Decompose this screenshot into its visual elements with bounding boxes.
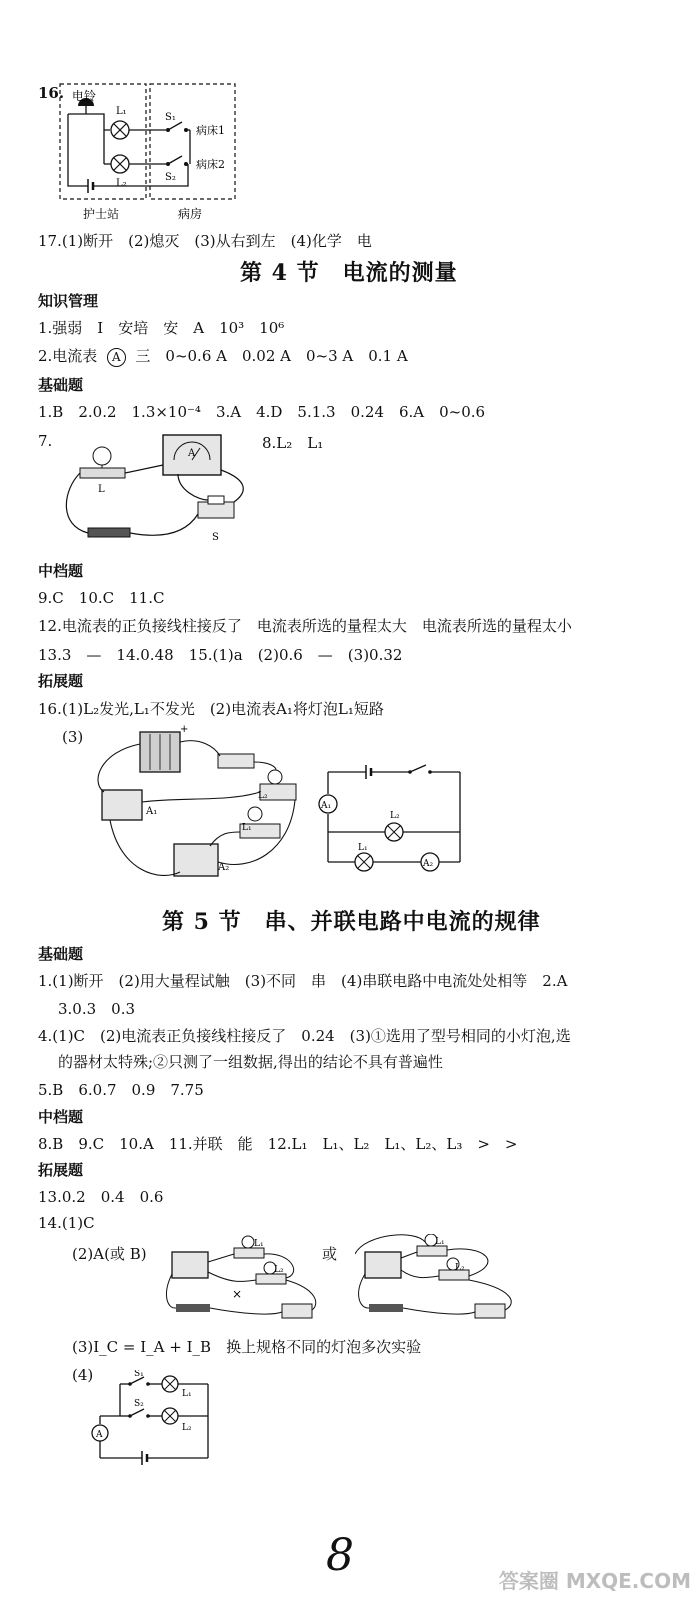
bed2-label: 病床2 [196,158,225,171]
section5-b3: 4.(1)C (2)电流表正负接线柱接反了 0.24 (3)①选用了型号相同的小灯泡,选 [38,1027,571,1045]
section5-e1: 13.0.2 0.4 0.6 [38,1188,164,1206]
fig16-schematic [318,762,468,872]
fig16-a2-label: A₂ [218,862,230,873]
section5-ext-heading: 拓展题 [38,1161,84,1179]
bell-label: 电铃 [72,89,97,103]
fig16-plus-label: + [180,724,189,735]
schem-a1-label: A₁ [321,801,332,811]
fig16-l1-label: L₁ [242,823,252,833]
section5-b5: 5.B 6.0.7 0.9 7.75 [38,1081,204,1099]
fig14-parallel-schematic [90,1370,220,1472]
lamp-l1-label: L₁ [116,106,127,117]
section4-ext-heading: 拓展题 [38,672,84,690]
section5-e4: (3)I_C = I_A + I_B 换上规格不同的灯泡多次实验 [72,1338,422,1356]
fig14-l1-label: L₁ [182,1389,192,1399]
watermark: 答案圈 MXQE.COM [498,1569,691,1593]
section5-e2: 14.(1)C [38,1214,95,1232]
fig16-l2-label: L₂ [258,791,268,801]
section4-e2: (3) [62,728,84,746]
section5-m1: 8.B 9.C 10.A 11.并联 能 12.L₁ L₁、L₂ L₁、L₂、L₃ > > [38,1135,518,1153]
section5-e3-or: 或 [322,1245,338,1263]
section4-k2 [38,345,408,367]
fig7-circuit-drawing [58,430,258,550]
nurse-station-label: 护士站 [83,207,120,221]
switch-s2-label: S₂ [165,172,176,183]
page-number: 8 [326,1530,354,1581]
section4-k2-rest: 三 0~0.6 A 0.02 A 0~3 A 0.1 A [135,347,408,365]
fig14-left-l2-label: L₂ [274,1265,284,1275]
fig7-switch-label: S [212,532,219,543]
section4-e1: 16.(1)L₂发光,L₁不发光 (2)电流表A₁将灯泡L₁短路 [38,700,384,718]
lamp-l2-label: L₂ [116,178,127,189]
section5-mid-heading: 中档题 [38,1108,84,1126]
fig14-l2-label: L₂ [182,1423,192,1433]
fig14-physical-left [162,1234,322,1334]
section4-m2: 12.电流表的正负接线柱接反了 电流表所选的量程太大 电流表所选的量程太小 [38,617,572,635]
section5-b2: 3.0.3 0.3 [58,1000,136,1018]
section4-m1: 9.C 10.C 11.C [38,589,165,607]
section5-b4: 的器材太特殊;②只测了一组数据,得出的结论不具有普遍性 [58,1053,443,1071]
q17-answer: 17.(1)断开 (2)熄灭 (3)从右到左 (4)化学 电 [38,232,372,250]
section5-e5: (4) [72,1366,94,1384]
section4-basic-heading: 基础题 [38,376,84,394]
section5-b1: 1.(1)断开 (2)用大量程试触 (3)不同 串 (4)串联电路中电流处处相等 2.A [38,972,568,990]
section4-b1: 1.B 2.0.2 1.3×10⁻⁴ 3.A 4.D 5.1.3 0.24 6.A 0~0.6 [38,403,486,421]
section5-basic-heading: 基础题 [38,945,84,963]
schem-l2-label: L₂ [390,811,400,821]
fig14-left-l1-label: L₁ [254,1239,264,1249]
section4-knowledge-heading: 知识管理 [38,292,99,310]
fig14-right-l2-label: L₂ [455,1263,465,1273]
ammeter-symbol: A [107,348,126,367]
fig14-s2-label: S₂ [134,1399,144,1409]
fig16-physical-circuit [90,722,310,892]
fig14-s1-label: S₁ [134,1370,144,1379]
ward-label: 病房 [178,207,203,221]
q16-circuit-diagram [58,78,243,226]
schem-a2-label: A₂ [423,859,434,869]
section4-k1: 1.强弱 I 安培 安 A 10³ 10⁶ [38,319,285,337]
section4-k2-prefix: 2.电流表 [38,347,98,365]
fig14-physical-right [355,1234,520,1334]
section4-mid-heading: 中档题 [38,562,84,580]
section4-m3: 13.3 — 14.0.48 15.(1)a (2)0.6 — (3)0.32 [38,646,403,664]
fig14-right-l1-label: L₁ [435,1237,445,1247]
section5-e3: (2)A(或 B) [72,1245,147,1263]
section4-title: 第 4 节 电流的测量 [240,260,458,286]
section5-title: 第 5 节 串、并联电路中电流的规律 [162,909,541,935]
q16-number: 16. [38,84,65,102]
fig16-a1-label: A₁ [146,806,158,817]
section4-b7: 7. [38,432,53,450]
fig7-ammeter-label: A [188,448,196,459]
fig14-a-label: A [96,1430,103,1440]
fig7-lamp-label: L [98,484,105,495]
section4-b8: 8.L₂ L₁ [262,434,324,452]
schem-l1-label: L₁ [358,843,368,853]
svg-text:×: × [232,1287,243,1301]
bed1-label: 病床1 [196,124,225,137]
switch-s1-label: S₁ [165,112,176,123]
